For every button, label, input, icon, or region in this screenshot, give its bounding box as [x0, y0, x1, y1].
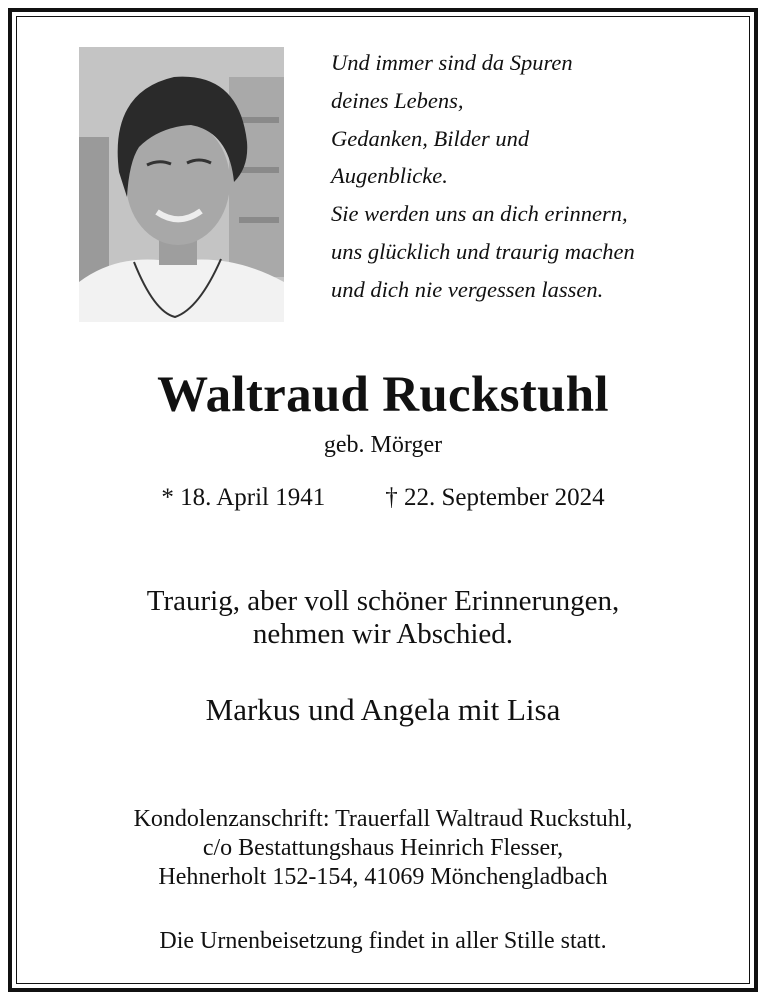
farewell-line: Traurig, aber voll schöner Erinnerungen, — [146, 585, 620, 617]
address-line: c/o Bestattungshaus Heinrich Flesser, — [202, 835, 564, 861]
poem-line: Und immer sind da Spuren — [331, 50, 573, 75]
family-signature: Markus und Angela mit Lisa — [205, 692, 561, 727]
memorial-poem — [331, 44, 731, 309]
maiden-name: geb. Mörger — [323, 432, 443, 458]
farewell-text — [0, 585, 766, 651]
portrait-photo — [79, 47, 284, 322]
life-dates — [0, 484, 766, 512]
poem-line: Sie werden uns an dich erinnern, — [331, 201, 628, 227]
poem-line: Augenblicke. — [331, 163, 448, 189]
address-line: Kondolenzanschrift: Trauerfall Waltraud Ruckstuhl, — [133, 806, 633, 832]
poem-line: uns glücklich und traurig machen — [331, 238, 635, 264]
poem-line: Gedanken, Bilder und — [331, 125, 530, 151]
poem-line: und dich nie vergessen lassen. — [331, 276, 604, 302]
birth-date: * 18. April 1941 — [161, 484, 326, 511]
deceased-name: Waltraud Ruckstuhl — [157, 367, 609, 423]
poem-line: deines Lebens, — [331, 87, 464, 113]
address-line: Hehnerholt 152-154, 41069 Mönchengladbach — [158, 864, 608, 890]
condolence-address — [0, 805, 766, 892]
burial-note: Die Urnenbeisetzung findet in aller Stille statt. — [159, 928, 607, 954]
death-date: † 22. September 2024 — [385, 484, 605, 511]
farewell-line: nehmen wir Abschied. — [252, 618, 514, 650]
